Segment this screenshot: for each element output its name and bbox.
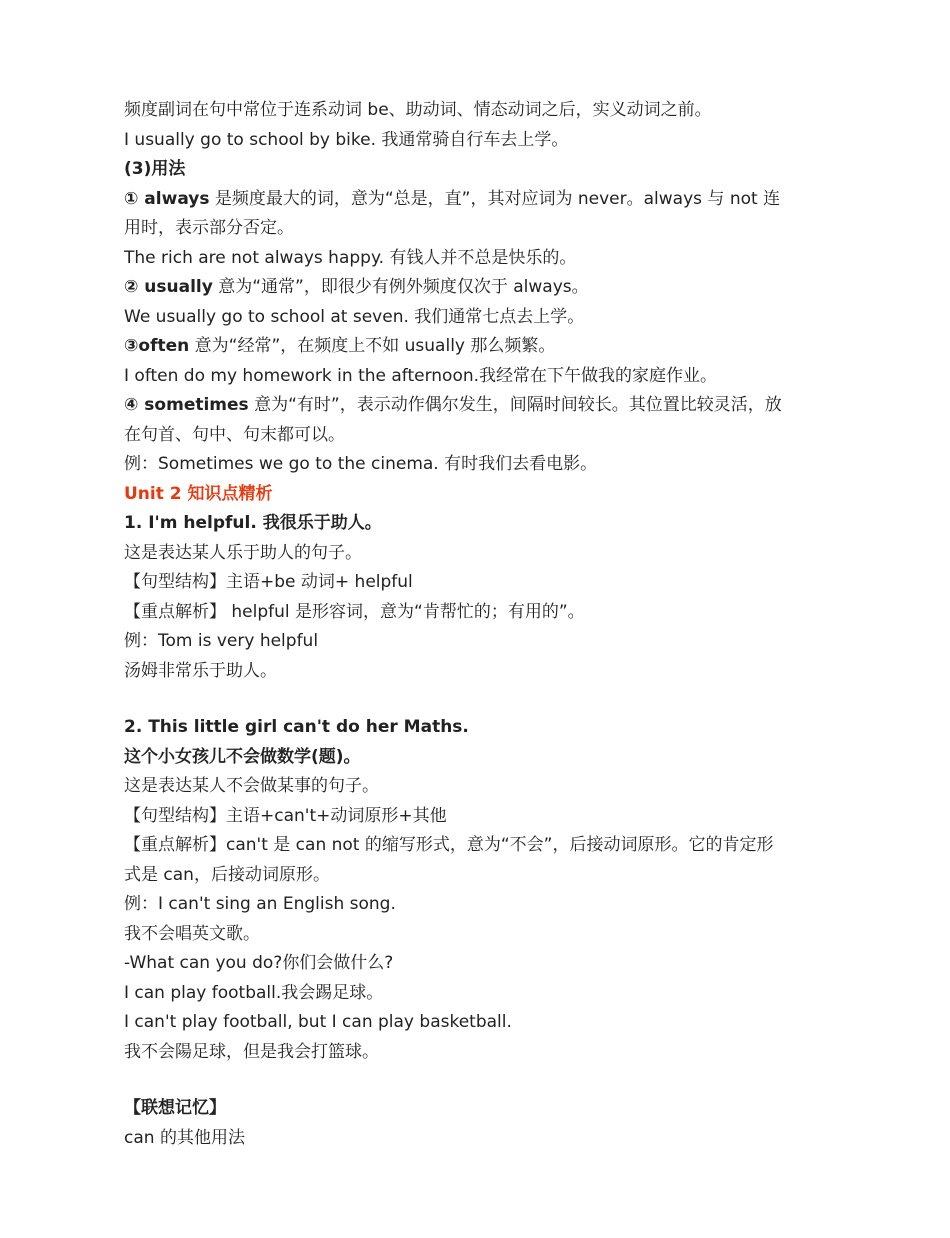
example-translation: 我不会陽足球，但是我会打篮球。 [124,1041,379,1062]
example-sentence: 例：Tom is very helpful [124,631,319,651]
term-usually: ② usually [124,277,213,297]
example-sentence: 例：I can't sing an English song. [124,894,396,914]
text-line: 式是 can，后接动词原形。 [124,864,330,885]
sentence-structure: 【句型结构】主语+can't+动词原形+其他 [124,805,447,826]
key-analysis: 【重点解析】can't 是 can not 的缩写形式，意为“不会”，后接动词原形。它的肯定形 [124,835,774,855]
example-sentence: I can't play football, but I can play basketball. [124,1012,512,1032]
document-page [124,96,824,1153]
term-sometimes: ④ sometimes [124,395,249,415]
usage-text: 意为“通常”，即很少有例外频度仅次于 always。 [212,277,589,297]
sentence-structure: 【句型结构】主语+be 动词+ helpful [124,572,413,592]
usage-item-always [124,185,824,215]
example-sentence: I usually go to school by bike. 我通常骑自行车去上学。 [124,129,569,150]
text-line: 这是表达某人乐于助人的句子。 [124,542,362,563]
dialogue-line: -What can you do?你们会做什么? [124,953,394,973]
usage-text: 意为“有时”，表示动作偶尔发生，间隔时间较长。其位置比较灵活，放 [248,395,782,415]
example-sentence: We usually go to school at seven. 我们通常七点去上学。 [124,306,585,327]
memory-heading: 【联想记忆】 [124,1098,226,1118]
dialogue-line: I can play football.我会踢足球。 [124,982,384,1003]
usage-item-sometimes [124,391,824,421]
usage-item-usually [124,273,824,303]
text-line: 这是表达某人不会做某事的句子。 [124,776,379,796]
example-translation: 汤姆非常乐于助人。 [124,660,277,681]
point-title-translation: 这个小女孩儿不会做数学(题)。 [124,746,361,767]
usage-text: 意为“经常”，在频度上不如 usually 那么频繁。 [189,336,556,356]
section-heading: (3)用法 [124,159,186,179]
text-line: can 的其他用法 [124,1127,245,1148]
point-title: 1. I'm helpful. 我很乐于助人。 [124,513,382,533]
term-often: ③often [124,336,190,356]
key-analysis: 【重点解析】 helpful 是形容词，意为“肯帮忙的；有用的”。 [124,601,585,622]
term-always: ① always [124,188,210,209]
blank-line [124,686,824,713]
point-title: 2. This little girl can't do her Maths. [124,717,469,737]
example-sentence: I often do my homework in the afternoon.我经常在下午做我的家庭作业。 [124,365,718,386]
text-line: 频度副词在句中常位于连系动词 be、助动词、情态动词之后，实义动词之前。 [124,100,712,120]
usage-item-often [124,332,824,362]
usage-text: 是频度最大的词，意为“总是，直”，其对应词为 never。always 与 not 连 [209,188,781,209]
blank-line [124,1067,824,1094]
text-line: 在句首、句中、句末都可以。 [124,424,345,445]
unit-heading: Unit 2 知识点精析 [124,483,273,504]
example-sentence: The rich are not always happy. 有钱人并不总是快乐的。 [124,247,577,268]
text-line: 用时，表示部分否定。 [124,218,294,238]
example-sentence: 例：Sometimes we go to the cinema. 有时我们去看电影。 [124,454,598,474]
example-translation: 我不会唱英文歌。 [124,923,260,944]
